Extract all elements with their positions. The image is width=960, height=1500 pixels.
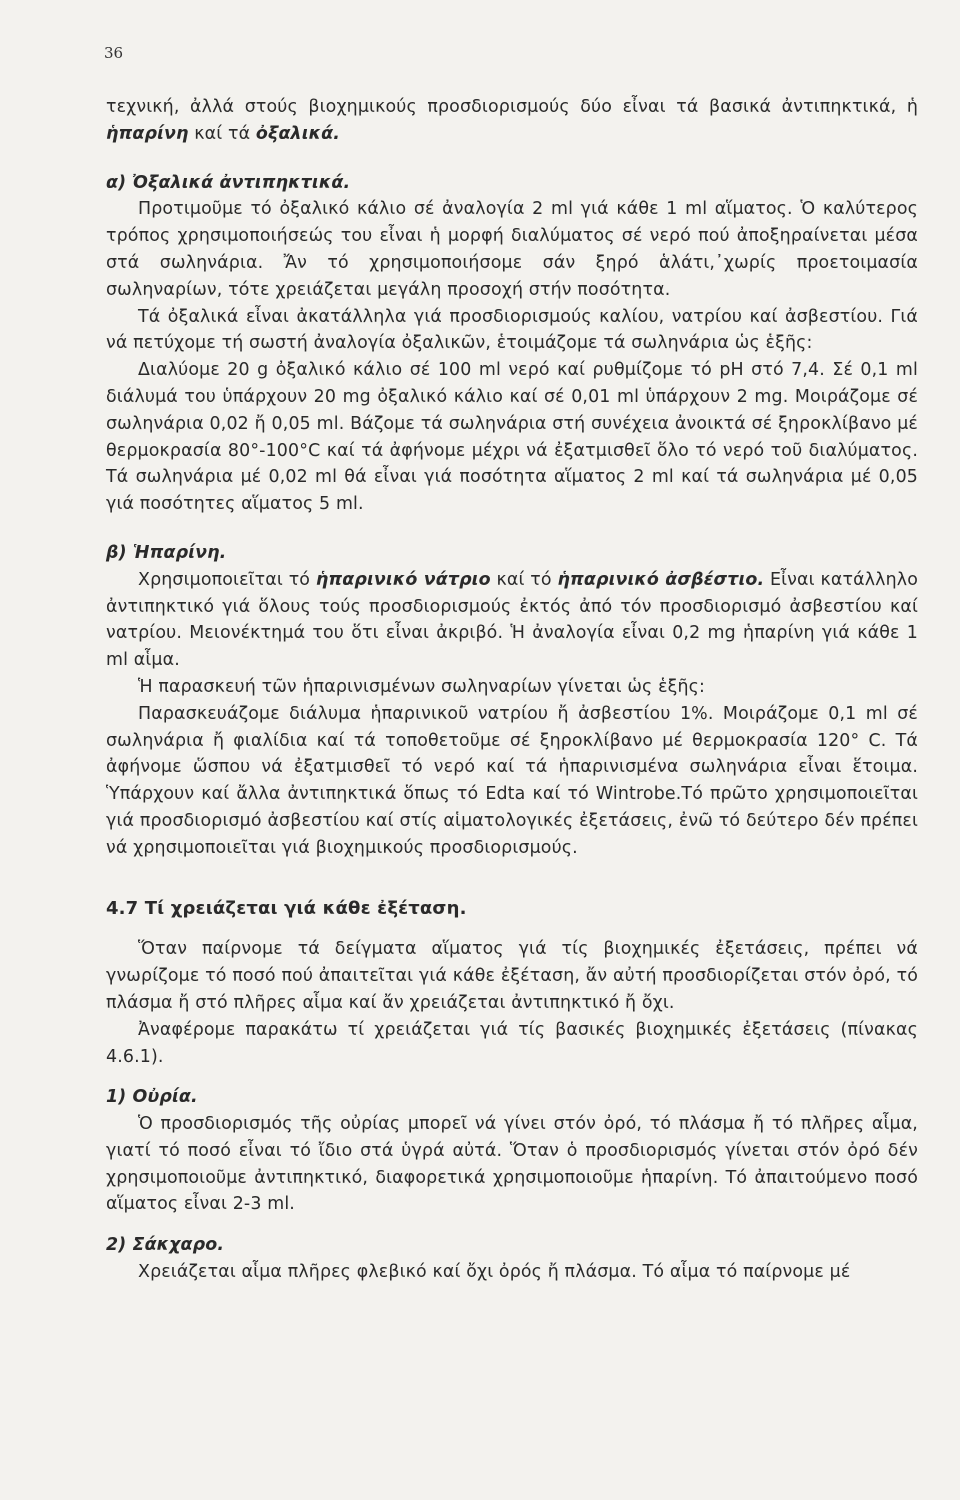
paragraph-oxalate-unsuitable: Τά ὀξαλικά εἶναι ἀκατάλληλα γιά προσδιορισμούς καλίου, νατρίου καί ἀσβεστίου. Γιά νά πετύχομε τή σωστή ἀναλογία ὀξαλικῶν, ἑτοιμάζομε τά σωληνάρια ὡς ἑξῆς: [106,306,918,354]
paragraph-heparin-types [106,567,918,674]
paragraph-oxalate-preparation: Διαλύομε 20 g ὀξαλικό κάλιο σέ 100 ml νερό καί ρυθμίζομε τό pH στό 7,4. Σέ 0,1 ml διάλυμά του ὑπάρχουν 20 mg ὀξαλικό κάλιο καί σέ 0,01 ml ὑπάρχουν 2 mg. Μοιράζομε σέ σωληνάρια 0,02 ἤ 0,05 ml. Βάζομε τά σωληνάρια στή συνέχεια ἀνοικτά σέ ξηροκλίβανο μέ θερμοκρασία 80°-100°C καί τά ἀφήνομε μέχρι νά ἐξατμισθεῖ ὅλο τό νερό τοῦ διαλύματος. Τά σωληνάρια μέ 0,02 ml θά εἶναι γιά ποσότητα αἵματος 2 ml καί τά σωληνάρια μέ 0,05 γιά ποσότητες αἵματος 5 ml. [106,360,918,515]
paragraph-intro [106,94,918,148]
intro-text: τεχνική, ἀλλά στούς βιοχημικούς προσδιορισμούς δύο εἶναι τά βασικά ἀντιπηκτικά, ἡ [106,97,918,117]
heparin-text-and: καί τό [490,569,558,590]
paragraph-heparin-preparation: Παρασκευάζομε διάλυμα ἡπαρινικοῦ νατρίου ἤ ἀσβεστίου 1%. Μοιράζομε 0,1 ml σέ σωληνάρια ἤ φιαλίδια καί τά τοποθετοῦμε σέ ξηροκλίβανο μέ θερμοκρασία 120° C. Τά ἀφήνομε ὥσπου νά ἐξατμισθεῖ τό νερό καί τά ἡπαρινισμένα σωληνάρια εἶναι ἕτοιμα. Ὑπάρχουν καί ἄλλα ἀντιπηκτικά ὅπως τό Edta καί τό Wintrobe.Τό πρῶτο χρησιμοποιεῖται γιά προσδιορισμό ἀσβεστίου καί στίς αἱματολογικές ἐξετάσεις, ἐνῶ τό δεύτερο δέν πρέπει νά χρησιμοποιεῖται γιά βιοχημικούς προσδιορισμούς. [106,703,918,858]
heparin-text-rest: Εἶναι κατάλληλο ἀντιπηκτικό γιά ὅλους τούς προσδιορισμούς ἐκτός ἀπό τόν προσδιορισμό ἀσβεστίου καί νατρίου. Μειονέκτημά του ὅτι εἶναι ἀκριβό. Ἡ ἀναλογία εἶναι 0,2 mg ἡπαρίνη γιά κάθε 1 ml αἷμα. [106,569,918,671]
subsection-heading-heparin: β) Ἡπαρίνη. [106,542,227,563]
intro-text-and: καί τά [188,123,256,144]
term-oxalates: ὀξαλικά. [255,123,340,144]
paragraph-heparin-tubes: Ἡ παρασκευή τῶν ἡπαρινισμένων σωληναρίων γίνεται ὡς ἑξῆς: [138,676,706,697]
subsection-heading-sugar: 2) Σάκχαρο. [106,1235,225,1256]
page-number: 36 [104,44,124,62]
term-heparin: ἡπαρίνη [106,123,189,144]
heparin-text-start: Χρησιμοποιεῖται τό [138,569,316,590]
paragraph-oxalate-ratio: Προτιμοῦμε τό ὀξαλικό κάλιο σέ ἀναλογία 2 ml γιά κάθε 1 ml αἵματος. Ὁ καλύτερος τρόπος χρησιμοποιήσεώς του εἶναι ἡ μορφή διαλύματος σέ νερό πού ἀποξηραίνεται μέσα στά σωληνάρια. Ἄν τό χρησιμοποιήσομε σάν ξηρό ἁλάτι,᾽χωρίς προετοιμασία σωληναρίων, τότε χρειάζεται μεγάλη προσοχή στήν ποσότητα. [106,199,918,300]
paragraph-sample-requirements: Ὅταν παίρνομε τά δείγματα αἵματος γιά τίς βιοχημικές ἐξετάσεις, πρέπει νά γνωρίζομε τό ποσό πού ἀπαιτεῖται γιά κάθε ἐξέταση, ἄν αὐτή προσδιορίζεται στόν ὀρό, τό πλάσμα ἤ στό πλῆρες αἷμα καί ἄν χρειάζεται ἀντιπηκτικό ἤ ὄχι. [106,939,918,1013]
paragraph-table-reference: Ἀναφέρομε παρακάτω τί χρειάζεται γιά τίς βασικές βιοχημικές ἐξετάσεις (πίνακας 4.6.1). [106,1019,918,1067]
subsection-heading-urea: 1) Οὐρία. [106,1087,198,1108]
term-heparin-calcium: ἡπαρινικό ἀσβέστιο. [557,569,765,590]
paragraph-urea: Ὁ προσδιορισμός τῆς οὐρίας μπορεῖ νά γίνει στόν ὀρό, τό πλάσμα ἤ τό πλῆρες αἷμα, γιατί τό ποσό εἶναι τό ἴδιο στά ὑγρά αὐτά. Ὅταν ὁ προσδιορισμός γίνεται στόν ὀρό δέν χρησιμοποιοῦμε ἀντιπηκτικό, διαφορετικά χρησιμοποιοῦμε ἡπαρίνη. Τό ἀπαιτούμενο ποσό αἵματος εἶναι 2-3 ml. [106,1114,918,1215]
page-body [106,94,918,1286]
term-heparin-sodium: ἡπαρινικό νάτριο [315,569,491,590]
section-heading-4-7: 4.7 Τί χρειάζεται γιά κάθε ἐξέταση. [106,897,467,919]
subsection-heading-oxalates: α) Ὀξαλικά ἀντιπηκτικά. [106,172,351,193]
paragraph-sugar: Χρειάζεται αἷμα πλῆρες φλεβικό καί ὄχι ὀρός ἤ πλάσμα. Τό αἷμα τό παίρνομε μέ [138,1262,851,1283]
